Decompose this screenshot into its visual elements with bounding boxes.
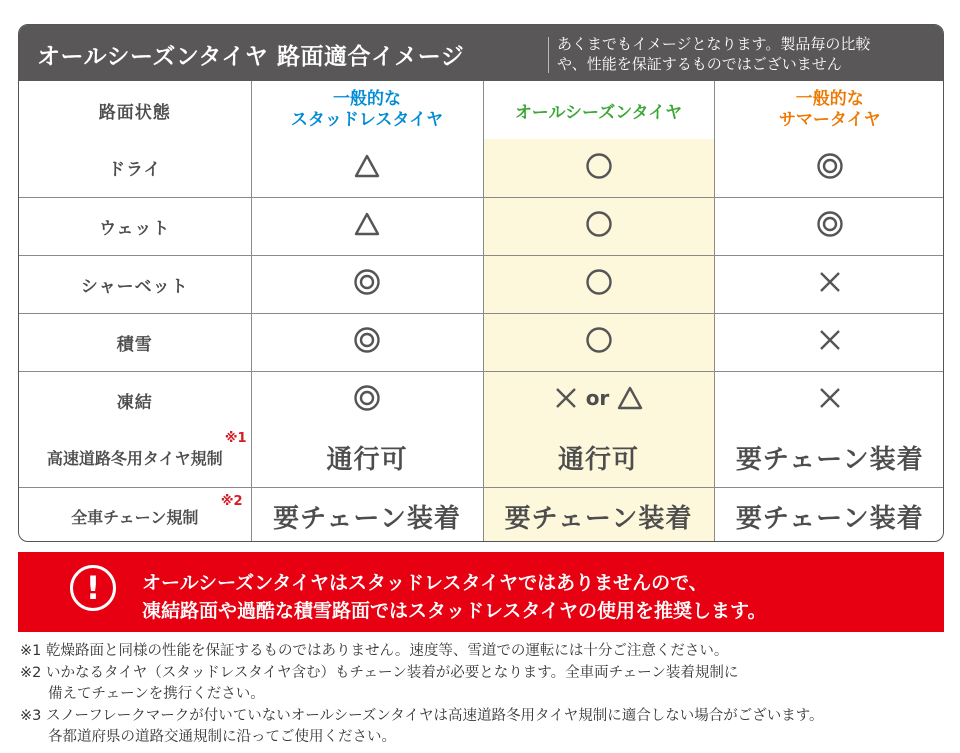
triangle-icon (354, 212, 380, 236)
studless-header-line1: 一般的な (333, 89, 401, 109)
footnote-mark: ※1 (224, 431, 247, 446)
row-label-highway-regulation (19, 429, 251, 487)
circle-icon (585, 210, 613, 238)
double-circle-icon (353, 326, 381, 354)
comparison-card (18, 24, 944, 542)
row-label-chain-regulation (19, 487, 251, 542)
header-note (557, 34, 942, 74)
cell-allseason: 通行可 (483, 429, 714, 487)
table-row (19, 487, 944, 542)
table-header-row (19, 81, 944, 139)
circle-icon (585, 326, 613, 354)
row-label-text: 高速道路冬用タイヤ規制 (46, 449, 223, 469)
table-row (19, 197, 944, 255)
cell-summer (714, 255, 944, 313)
studless-header-line2: スタッドレスタイヤ (290, 110, 444, 130)
summer-header-line1: 一般的な (795, 89, 864, 109)
cross-icon (554, 386, 578, 410)
row-label: 凍結 (19, 371, 251, 429)
column-header-studless (251, 81, 483, 139)
cell-summer (714, 313, 944, 371)
warning-line1: オールシーズンタイヤはスタッドレスタイヤではありませんので、 (142, 572, 708, 594)
summer-header-line2: サマータイヤ (778, 110, 881, 130)
cell-studless (251, 313, 483, 371)
cell-studless (251, 139, 483, 197)
column-header-allseason (483, 81, 714, 139)
table-row (19, 139, 944, 197)
header-note-line2: や、性能を保証するものではございません (557, 55, 842, 73)
allseason-header: オールシーズンタイヤ (514, 102, 683, 123)
double-circle-icon (816, 152, 844, 180)
cell-summer (714, 139, 944, 197)
header-divider (548, 37, 549, 73)
exclamation-icon: ! (70, 565, 116, 611)
cell-allseason: 要チェーン装着 (483, 487, 714, 542)
cell-allseason (483, 255, 714, 313)
footnote-2-cont: 備えてチェーンを携行ください。 (48, 686, 265, 702)
footnotes (20, 641, 940, 749)
header-note-line1: あくまでもイメージとなります。製品毎の比較 (557, 35, 871, 53)
table-row (19, 313, 944, 371)
cell-studless: 要チェーン装着 (251, 487, 483, 542)
column-header-summer (714, 81, 944, 139)
cross-icon (818, 328, 842, 352)
warning-banner (18, 552, 944, 632)
condition-rows (19, 139, 944, 429)
cell-studless (251, 197, 483, 255)
footnote-2: ※2 いかなるタイヤ（スタッドレスタイヤ含む）もチェーン装着が必要となります。全車両チェーン装着規制に (20, 664, 739, 681)
footnote-3: ※3 スノーフレークマークが付いていないオールシーズンタイヤは高速道路冬用タイヤ規制に適合しない場合がございます。 (20, 707, 824, 724)
cell-studless: 通行可 (251, 429, 483, 487)
cell-studless (251, 371, 483, 429)
cross-or-triangle-mark (554, 386, 644, 410)
comparison-table (19, 81, 944, 542)
cell-summer (714, 371, 944, 429)
page-title: オールシーズンタイヤ 路面適合イメージ (37, 44, 465, 70)
header-bar (19, 25, 943, 81)
table-row (19, 371, 944, 429)
cell-allseason (483, 197, 714, 255)
row-label: 積雪 (19, 313, 251, 371)
table-row (19, 429, 944, 487)
cell-studless (251, 255, 483, 313)
or-text: or (585, 386, 610, 411)
cell-summer: 要チェーン装着 (714, 487, 944, 542)
cell-allseason (483, 313, 714, 371)
circle-icon (585, 152, 613, 180)
double-circle-icon (353, 384, 381, 412)
footnote-1: ※1 乾燥路面と同様の性能を保証するものではありません。速度等、雪道での運転には十分ご注意ください。 (20, 643, 729, 659)
cell-summer (714, 197, 944, 255)
cell-allseason (483, 139, 714, 197)
row-label: シャーベット (19, 255, 251, 313)
table-row (19, 255, 944, 313)
footnote-3-cont: 各都道府県の道路交通規制に沿ってご使用ください。 (48, 729, 396, 745)
cross-icon (818, 386, 842, 410)
footnote-mark: ※2 (220, 493, 243, 509)
cell-allseason (483, 371, 714, 429)
column-header-label: 路面状態 (19, 81, 251, 139)
double-circle-icon (353, 268, 381, 296)
row-label-text: 全車チェーン規制 (71, 507, 199, 527)
triangle-icon (354, 154, 380, 178)
row-label: ウェット (19, 197, 251, 255)
warning-line2: 凍結路面や過酷な積雪路面ではスタッドレスタイヤの使用を推奨します。 (142, 600, 767, 622)
cross-icon (818, 270, 842, 294)
double-circle-icon (816, 210, 844, 238)
row-label: ドライ (19, 139, 251, 197)
triangle-icon (617, 386, 643, 410)
cell-summer: 要チェーン装着 (714, 429, 944, 487)
circle-icon (585, 268, 613, 296)
